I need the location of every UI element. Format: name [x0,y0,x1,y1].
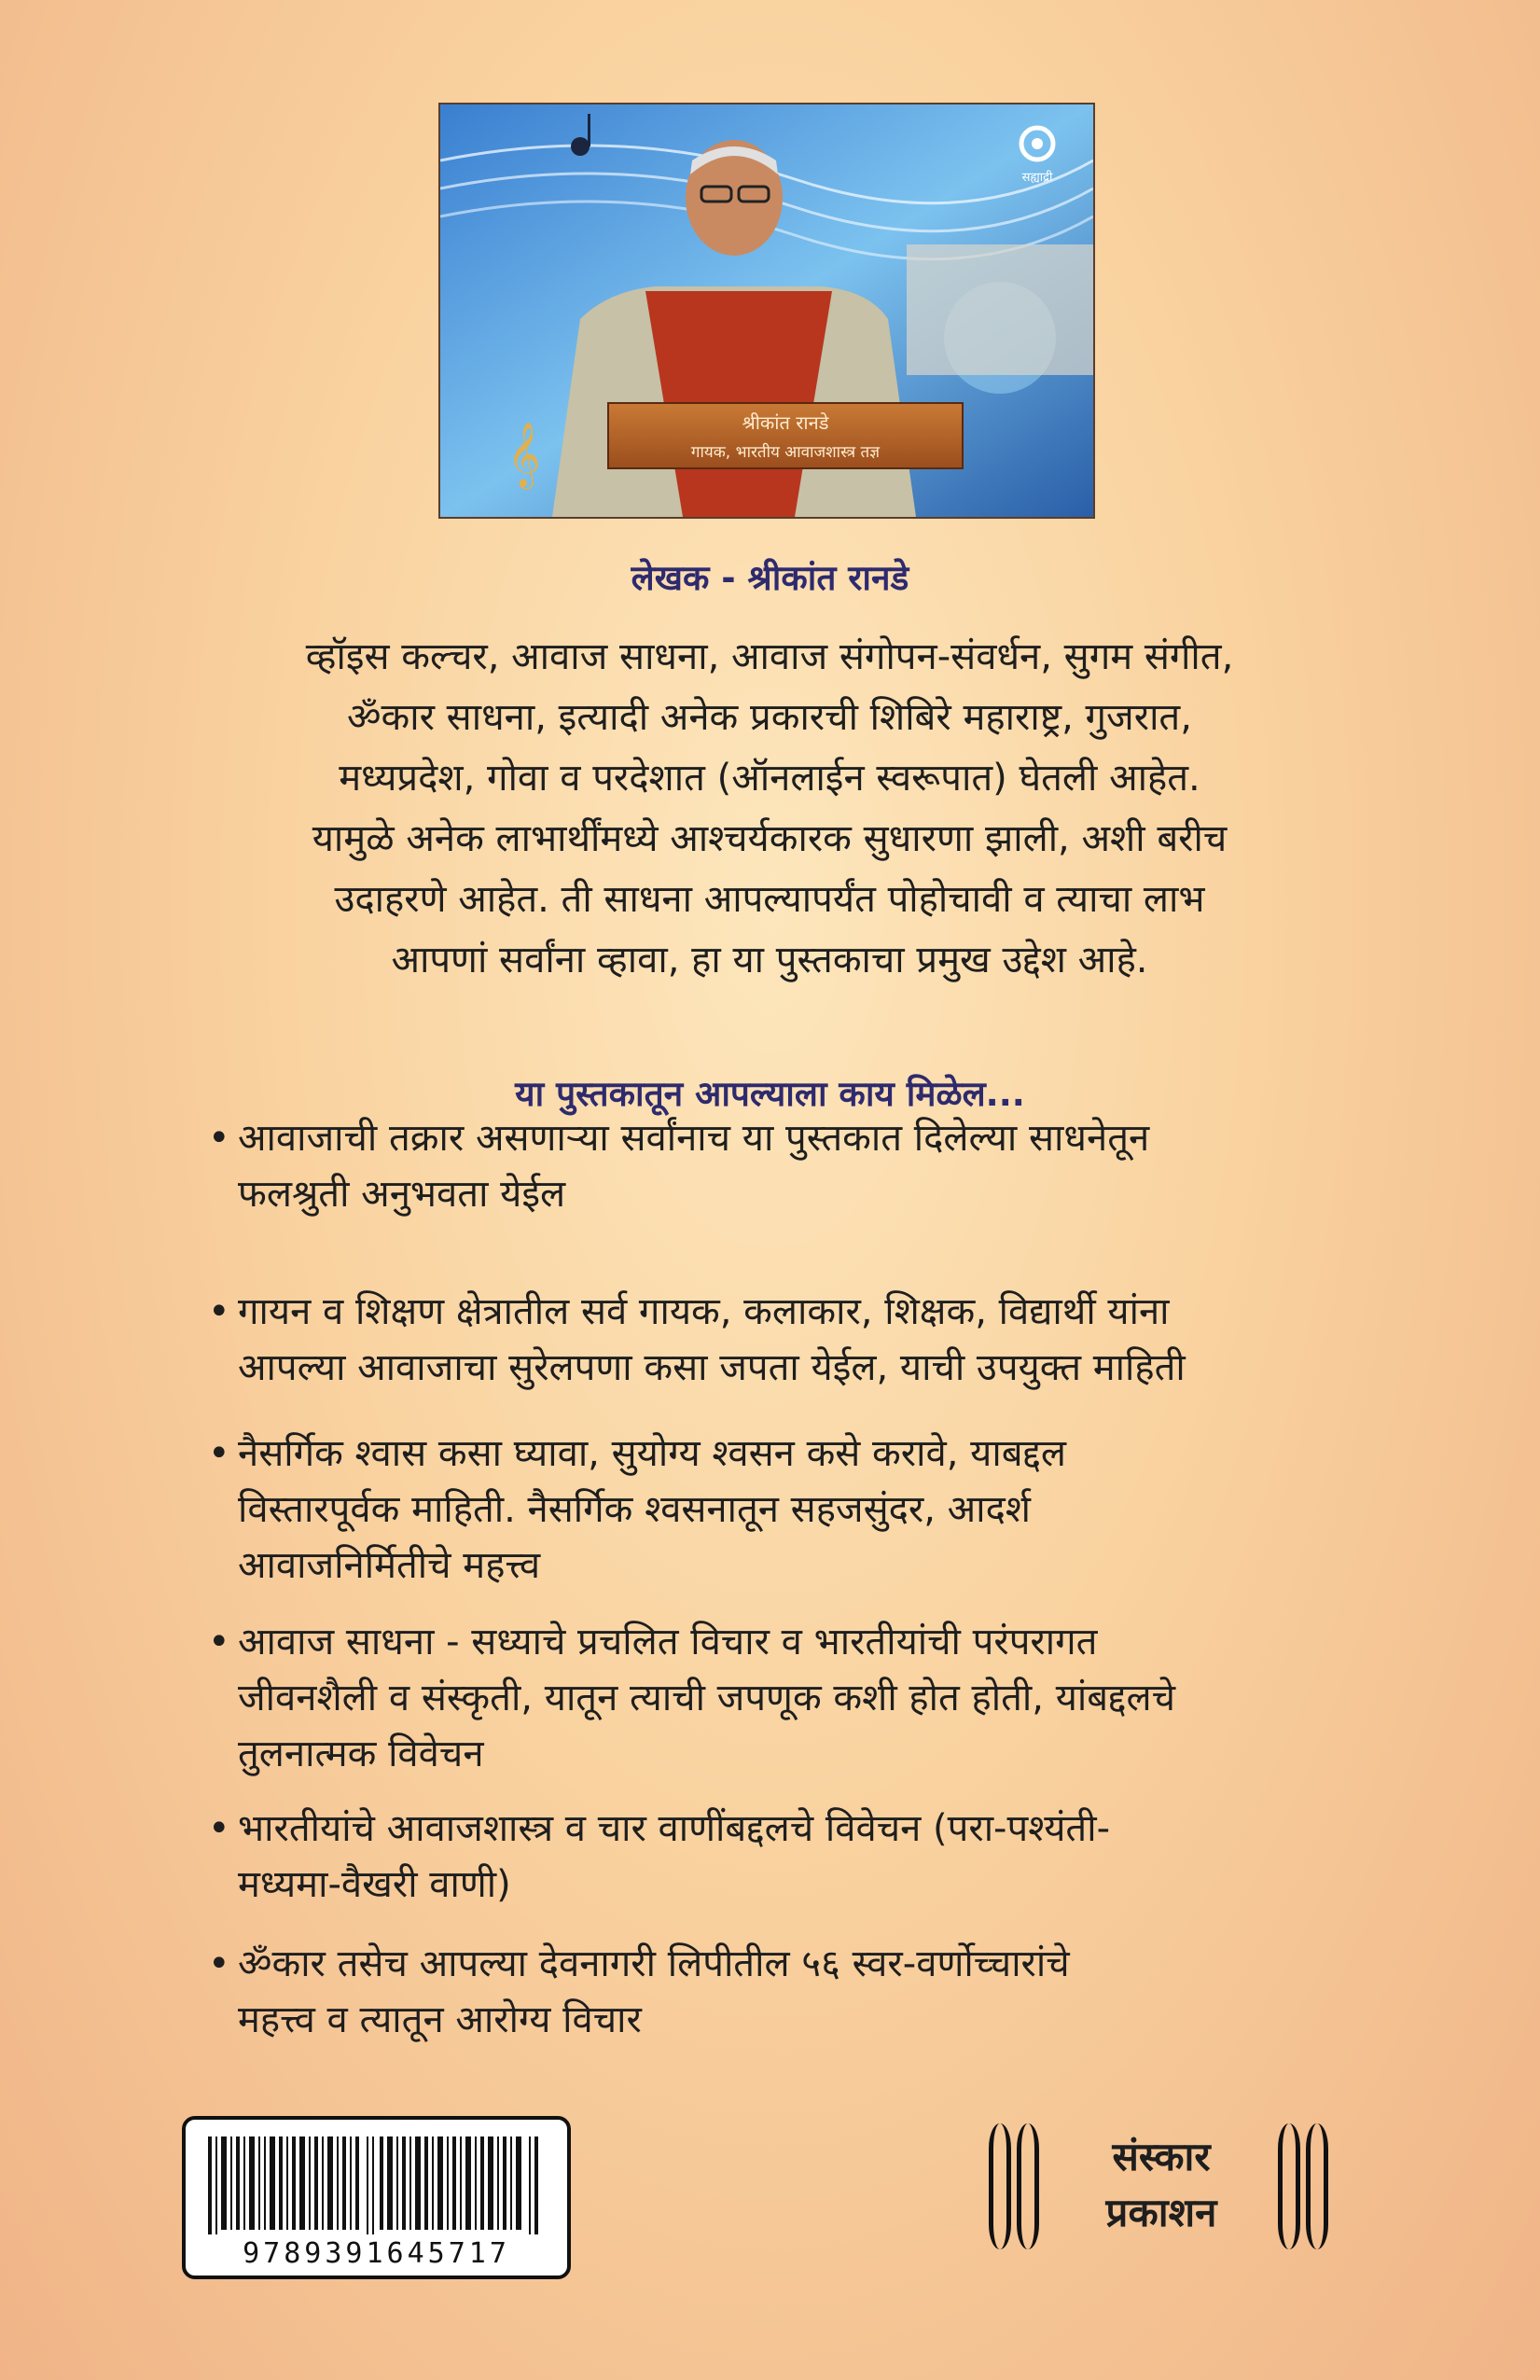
bullet-icon: • [208,1942,230,1985]
nameplate-name: श्रीकांत रानडे [742,411,829,434]
isbn-barcode [182,2116,571,2279]
treble-clef-icon: 𝄞 [507,422,541,487]
list-item-line: मध्यमा-वैखरी वाणी) [238,1863,511,1906]
list-item [208,1426,1357,1594]
double-bar-right-icon [1278,2123,1300,2249]
bullet-icon: • [208,1290,230,1333]
bullet-icon: • [208,1432,230,1475]
list-item-line: फलश्रुती अनुभवता येईल [238,1173,566,1216]
nameplate-title: गायक, भारतीय आवाजशास्त्र तज्ञ [690,443,881,462]
intro-line: मध्यप्रदेश, गोवा व परदेशात (ऑनलाईन स्वरूपात) घेतली आहेत. [339,757,1200,800]
list-item [208,1801,1357,1913]
list-item-line: विस्तारपूर्वक माहिती. नैसर्गिक श्वसनातून सहजसुंदर, आदर्श [238,1488,1032,1531]
list-item [208,1614,1357,1782]
intro-line: उदाहरणे आहेत. ती साधना आपल्यापर्यंत पोहोचावी व त्याचा लाभ [334,878,1205,921]
intro-paragraph [187,627,1353,991]
barcode-icon [208,2136,545,2234]
publisher-name [1054,2129,1269,2241]
publisher-name-line: संस्कार [1112,2134,1211,2179]
publisher-logo [989,2116,1343,2256]
list-item-line: ॐकार तसेच आपल्या देवनागरी लिपीतील ५६ स्वर-वर्णोच्चारांचे [238,1942,1070,1985]
intro-line: आपणां सर्वांना व्हावा, हा या पुस्तकाचा प्रमुख उद्देश आहे. [391,939,1148,981]
double-bar-left-icon [1017,2123,1039,2249]
author-photo [438,103,1095,519]
intro-line: व्हॉइस कल्चर, आवाज साधना, आवाज संगोपन-संवर्धन, सुगम संगीत, [305,635,1234,678]
list-item-line: भारतीयांचे आवाजशास्त्र व चार वाणींबद्दलचे विवेचन (परा-पश्यंती- [238,1807,1111,1850]
list-item-line: आवाजनिर्मितीचे महत्त्व [238,1544,541,1587]
list-item-line: आपल्या आवाजाचा सुरेलपणा कसा जपता येईल, याची उपयुक्त माहिती [238,1346,1186,1389]
section-heading: या पुस्तकातून आपल्याला काय मिळेल... [515,1074,1025,1114]
list-item-line: जीवनशैली व संस्कृती, यातून त्याची जपणूक कशी होत होती, यांबद्दलचे [238,1677,1175,1719]
channel-logo-text: सह्याद्री [1021,171,1053,185]
list-item-line: आवाज साधना - सध्याचे प्रचलित विचार व भारतीयांची परंपरागत [238,1621,1098,1663]
intro-line: ॐकार साधना, इत्यादी अनेक प्रकारची शिबिरे महाराष्ट्र, गुजरात, [347,696,1192,739]
list-item [208,1284,1357,1396]
double-bar-left-icon [989,2123,1011,2249]
double-bar-right-icon [1306,2123,1328,2249]
list-item [208,1936,1357,2048]
list-item-line: गायन व शिक्षण क्षेत्रातील सर्व गायक, कलाकार, शिक्षक, विद्यार्थी यांना [238,1290,1170,1333]
list-item-line: महत्त्व व त्यातून आरोग्य विचार [238,1998,642,2041]
bullet-icon: • [208,1807,230,1850]
isbn-number: 9789391645717 [243,2237,510,2270]
bullet-icon: • [208,1621,230,1663]
intro-line: यामुळे अनेक लाभार्थींमध्ये आश्चर्यकारक सुधारणा झाली, अशी बरीच [312,817,1228,860]
author-line: लेखक - श्रीकांत रानडे [631,558,909,598]
list-item-line: आवाजाची तक्रार असणाऱ्या सर्वांनाच या पुस्तकात दिलेल्या साधनेतून [238,1117,1150,1160]
bullet-icon: • [208,1117,230,1160]
list-item [208,1110,1357,1222]
tv-studio-image [440,104,1093,517]
publisher-name-line: प्रकाशन [1105,2190,1217,2235]
list-item-line: नैसर्गिक श्वास कसा घ्यावा, सुयोग्य श्वसन कसे करावे, याबद्दल [238,1432,1067,1475]
list-item-line: तुलनात्मक विवेचन [238,1733,484,1775]
